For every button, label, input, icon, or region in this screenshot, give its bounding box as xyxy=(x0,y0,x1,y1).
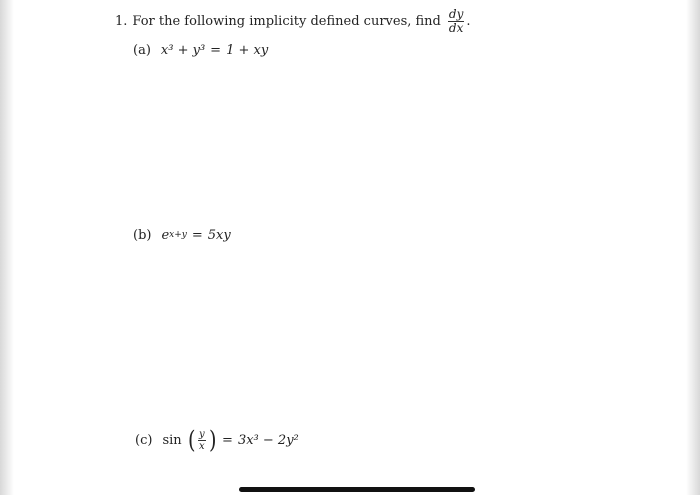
part-b-label: (b) xyxy=(133,227,152,243)
derivative-numerator: dy xyxy=(448,6,464,21)
home-indicator-bar[interactable] xyxy=(239,487,475,492)
part-c xyxy=(135,426,299,454)
part-a-label: (a) xyxy=(133,42,151,58)
part-c-denominator: x xyxy=(199,440,205,452)
part-c-equals: = xyxy=(222,432,233,448)
part-b-equals: = xyxy=(191,227,203,243)
part-a-lhs: x³ + y³ xyxy=(160,42,206,58)
part-a-rhs: 1 + xy xyxy=(226,42,269,58)
part-c-func: sin xyxy=(162,432,182,448)
question-text: For the following implicity defined curves, find xyxy=(132,13,441,29)
part-c-fraction xyxy=(198,430,206,451)
part-c-numerator: y xyxy=(199,428,205,440)
part-a xyxy=(133,41,268,59)
question-1 xyxy=(115,8,471,34)
part-c-rhs: 3x³ − 2y² xyxy=(237,432,299,448)
part-b xyxy=(133,226,231,244)
page-edge-shadow-right xyxy=(686,0,700,495)
part-a-equals: = xyxy=(210,42,222,58)
question-number: 1. xyxy=(115,13,128,29)
question-end-punct: . xyxy=(466,13,471,29)
page-edge-shadow-left xyxy=(0,0,14,495)
part-c-open-paren: ( xyxy=(187,426,196,454)
part-b-exponent: x+y xyxy=(169,230,187,240)
derivative-fraction xyxy=(448,6,464,35)
derivative-denominator: dx xyxy=(448,20,464,35)
part-c-close-paren: ) xyxy=(208,426,217,454)
part-c-label: (c) xyxy=(135,432,153,448)
part-b-rhs: 5xy xyxy=(207,227,231,243)
part-b-base: e xyxy=(161,227,170,243)
